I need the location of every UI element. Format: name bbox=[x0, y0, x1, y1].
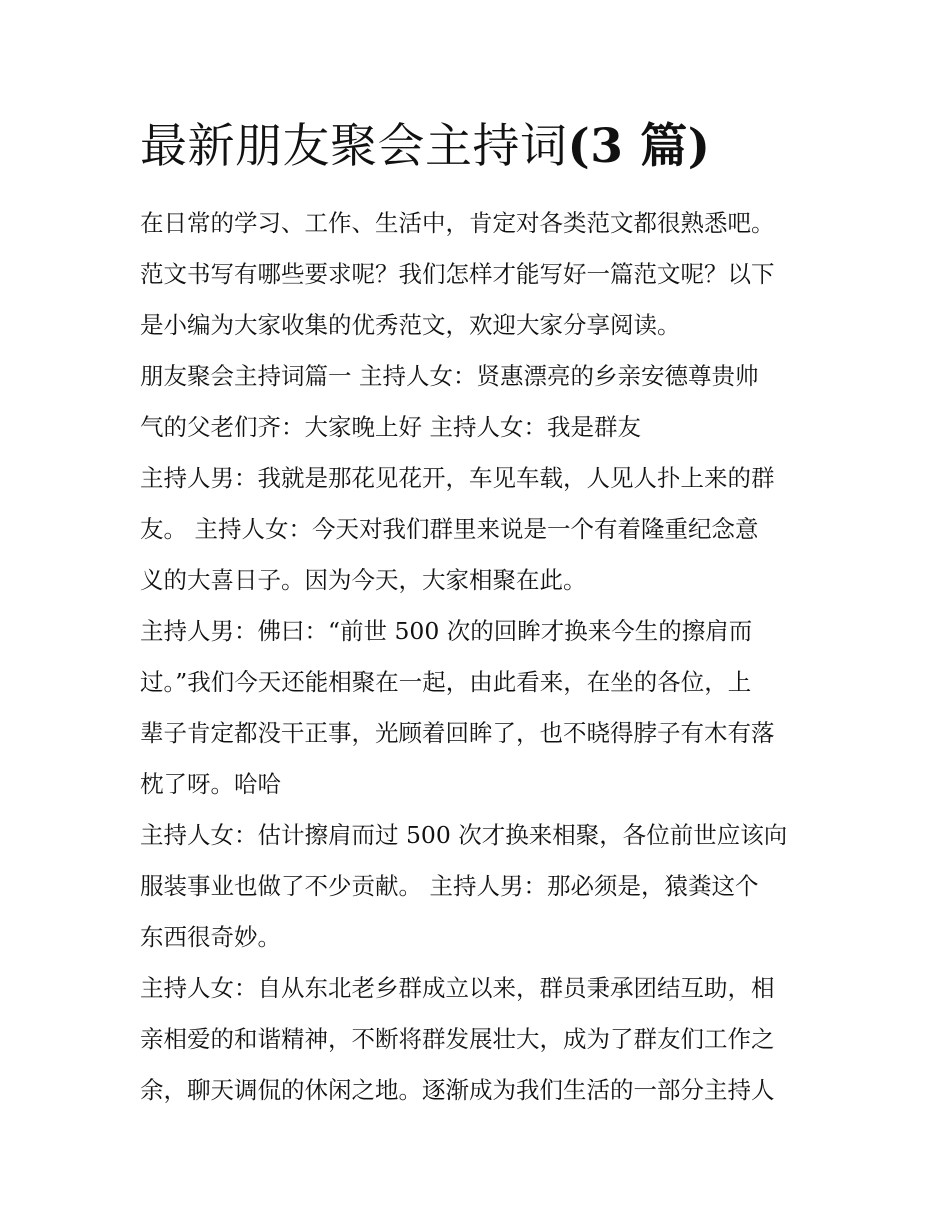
body-line: 主持人女：自从东北老乡群成立以来，群员秉承团结互助，相 bbox=[140, 974, 775, 1002]
body-line: 义的大喜日子。因为今天，大家相聚在此。 bbox=[140, 566, 587, 594]
document-body bbox=[140, 198, 820, 1116]
body-line: 气的父老们齐：大家晚上好 主持人女：我是群友 bbox=[140, 413, 641, 441]
body-line: 在日常的学习、工作、生活中，肯定对各类范文都很熟悉吧。 bbox=[140, 209, 775, 237]
document-title-suffix: (3 篇) bbox=[567, 119, 711, 174]
body-line: 东西很奇妙。 bbox=[140, 923, 281, 951]
body-line: 范文书写有哪些要求呢？我们怎样才能写好一篇范文呢？以下 bbox=[140, 260, 775, 288]
document-title bbox=[140, 116, 820, 178]
body-line: 亲相爱的和谐精神，不断将群发展壮大，成为了群友们工作之 bbox=[140, 1025, 775, 1053]
body-line: 过。”我们今天还能相聚在一起，由此看来，在坐的各位，上 bbox=[140, 668, 752, 696]
document-title-main: 最新朋友聚会主持词 bbox=[140, 119, 568, 174]
body-line: 服装事业也做了不少贡献。 主持人男：那必须是，猿粪这个 bbox=[140, 872, 759, 900]
body-line: 朋友聚会主持词篇一 主持人女：贤惠漂亮的乡亲安德尊贵帅 bbox=[140, 362, 759, 390]
body-line: 枕了呀。哈哈 bbox=[140, 770, 281, 798]
body-line: 是小编为大家收集的优秀范文，欢迎大家分享阅读。 bbox=[140, 311, 681, 339]
body-line: 辈子肯定都没干正事，光顾着回眸了，也不晓得脖子有木有落 bbox=[140, 719, 775, 747]
body-line: 主持人女：估计擦肩而过 500 次才换来相聚，各位前世应该向 bbox=[140, 821, 788, 849]
body-line: 主持人男：佛曰：“前世 500 次的回眸才换来今生的擦肩而 bbox=[140, 617, 753, 645]
body-line: 余，聊天调侃的休闲之地。逐渐成为我们生活的一部分主持人 bbox=[140, 1076, 775, 1104]
body-line: 友。 主持人女：今天对我们群里来说是一个有着隆重纪念意 bbox=[140, 515, 759, 543]
body-line: 主持人男：我就是那花见花开，车见车载，人见人扑上来的群 bbox=[140, 464, 775, 492]
